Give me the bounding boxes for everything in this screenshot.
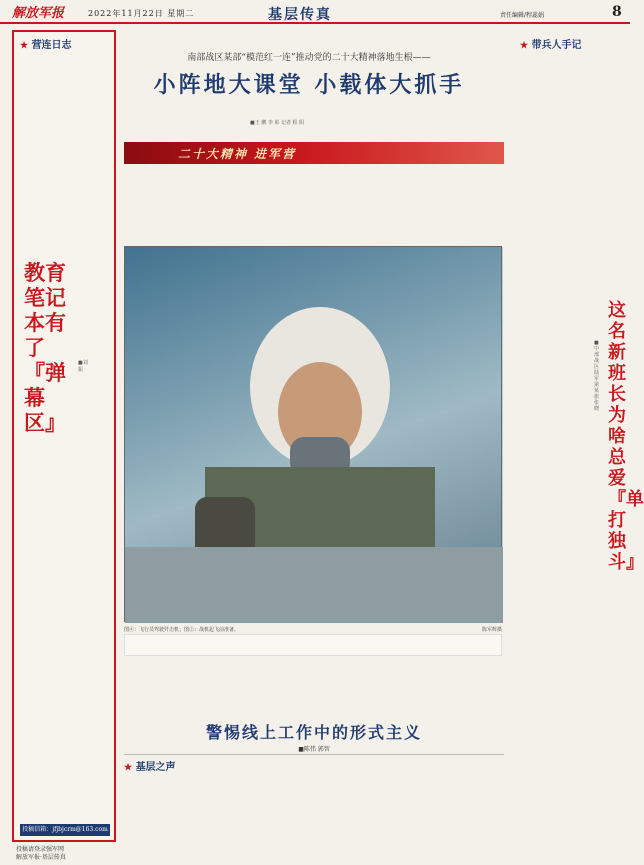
left-body-text-1: [20, 54, 108, 250]
code-row: [124, 634, 502, 656]
center-body-text-1: [124, 170, 244, 240]
right-author: ■中部战区陆军第某旅 张 晓: [594, 340, 600, 412]
center-body-text-2: [252, 130, 372, 240]
star-icon: ★: [124, 763, 133, 773]
voice-tag-label: 基层之声: [135, 762, 176, 773]
right-body-text-2: [512, 480, 624, 856]
star-icon: ★: [520, 41, 529, 51]
section-title: 基层传真: [268, 7, 332, 23]
footer-line-2: 解放军报·基层传真: [16, 854, 66, 861]
voice-body-2: [252, 758, 377, 854]
pilot-photo: [124, 246, 502, 622]
caption-text: 图④：飞行员驾驶歼击机；图②：战机起飞前准备。: [124, 627, 240, 633]
left-tag-label: 营连日志: [31, 40, 72, 51]
editor-credit: 责任编辑/程蕊娟: [500, 12, 545, 19]
page-number: 8: [612, 4, 622, 20]
left-headline: 教育笔记本有了『弹幕区』: [24, 260, 66, 435]
center-subtitle: 南部战区某部“模范红一连”推动党的二十大精神落地生根——: [187, 53, 431, 63]
photographer-credit: 陈军辉摄: [481, 627, 502, 633]
right-body-text-1: [512, 54, 624, 290]
contribution-banner: 投稿信箱：jfjbjcrm@163.com: [20, 824, 110, 836]
photo-caption: [124, 626, 502, 634]
voice-tag: [124, 758, 176, 773]
right-tag-label: 带兵人手记: [531, 40, 582, 51]
issue-date: 2022年11月22日 星期二: [88, 9, 195, 18]
center-byline: ■王 鹏 李 彰 记者 程 阳: [250, 120, 305, 126]
theme-banner-text: 二十大精神 进军营: [178, 147, 297, 161]
second-byline: ■陈伟 郭智: [298, 746, 330, 753]
center-body-text-3: [380, 130, 502, 240]
second-headline: 警惕线上工作中的形式主义: [205, 723, 422, 742]
right-headline: 这名新班长为啥总爱『单打独斗』: [608, 300, 644, 573]
voice-body-3: [380, 758, 504, 854]
left-column-tag: [20, 36, 72, 51]
voice-body-1: [124, 774, 249, 854]
center-headline: 小阵地大课堂 小载体大抓手: [153, 72, 465, 98]
left-footer-lines: [16, 846, 66, 862]
footer-line-1: 投稿请登录强军网: [16, 846, 65, 853]
masthead-logo: 解放军报: [12, 6, 65, 21]
star-icon: ★: [20, 41, 29, 51]
pilot-illustration: [125, 247, 503, 623]
right-column-tag: [520, 36, 582, 51]
cockpit-frame: [125, 547, 503, 623]
left-body-text-2: [20, 520, 108, 816]
left-author: ■刘 振: [78, 360, 88, 373]
divider: [124, 754, 504, 755]
